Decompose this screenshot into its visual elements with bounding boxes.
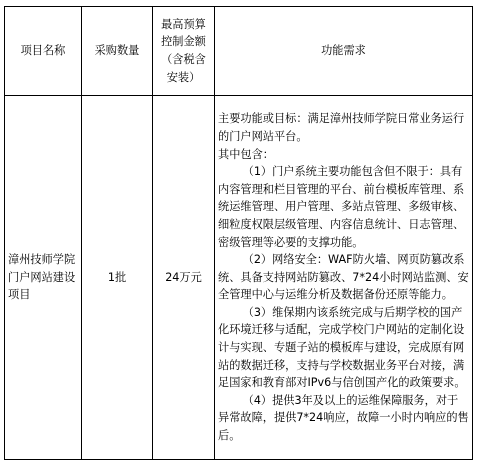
header-project-name: 项目名称 [5,7,82,96]
requirement-item-2: （2）网络安全：WAF防火墙、网页防篡改系统、具备支持网站防篡改、7*24小时网站监测、安全管理中心与运维分析及数据备份还原等能力。 [218,253,469,302]
requirement-item-4: （4）提供3年及以上的运维保障服务，对于异常故障，提供7*24响应，故障一小时内响应的售后。 [218,393,469,443]
cell-project-name: 漳州技师学院门户网站建设项目 [5,96,82,460]
cell-requirements [215,96,473,460]
cell-max-budget: 24万元 [153,96,215,460]
header-quantity: 采购数量 [82,7,153,96]
header-max-budget: 最高预算控制金额（含税含安装） [153,7,215,96]
table-row [5,96,473,460]
requirement-item-3: （3）维保期内该系统完成与后期学校的国产化环境迁移与适配，完成学校门户网站的定制化设计与实现、专题子站的模板库与建设，完成原有网站的数据迁移，支持与学校数据业务平台对接，满足国家和教育部对IPv6与信创国产化的政策要求。 [218,305,466,390]
requirement-intro: 其中包含： [218,147,274,161]
cell-quantity: 1批 [82,96,153,460]
requirement-goal: 主要功能或目标：满足漳州技师学院日常业务运行的门户网站平台。 [218,112,465,143]
header-requirements: 功能需求 [215,7,473,96]
header-row [5,7,473,96]
procurement-table [4,6,473,460]
requirement-item-1: （1）门户系统主要功能包含但不限于：具有内容管理和栏目管理的平台、前台模板库管理、系统运维管理、用户管理、多站点管理、多级审核、细粒度权限层级管理、内容信息统计、日志管理、密级管理等必要的支撑功能。 [218,165,465,249]
